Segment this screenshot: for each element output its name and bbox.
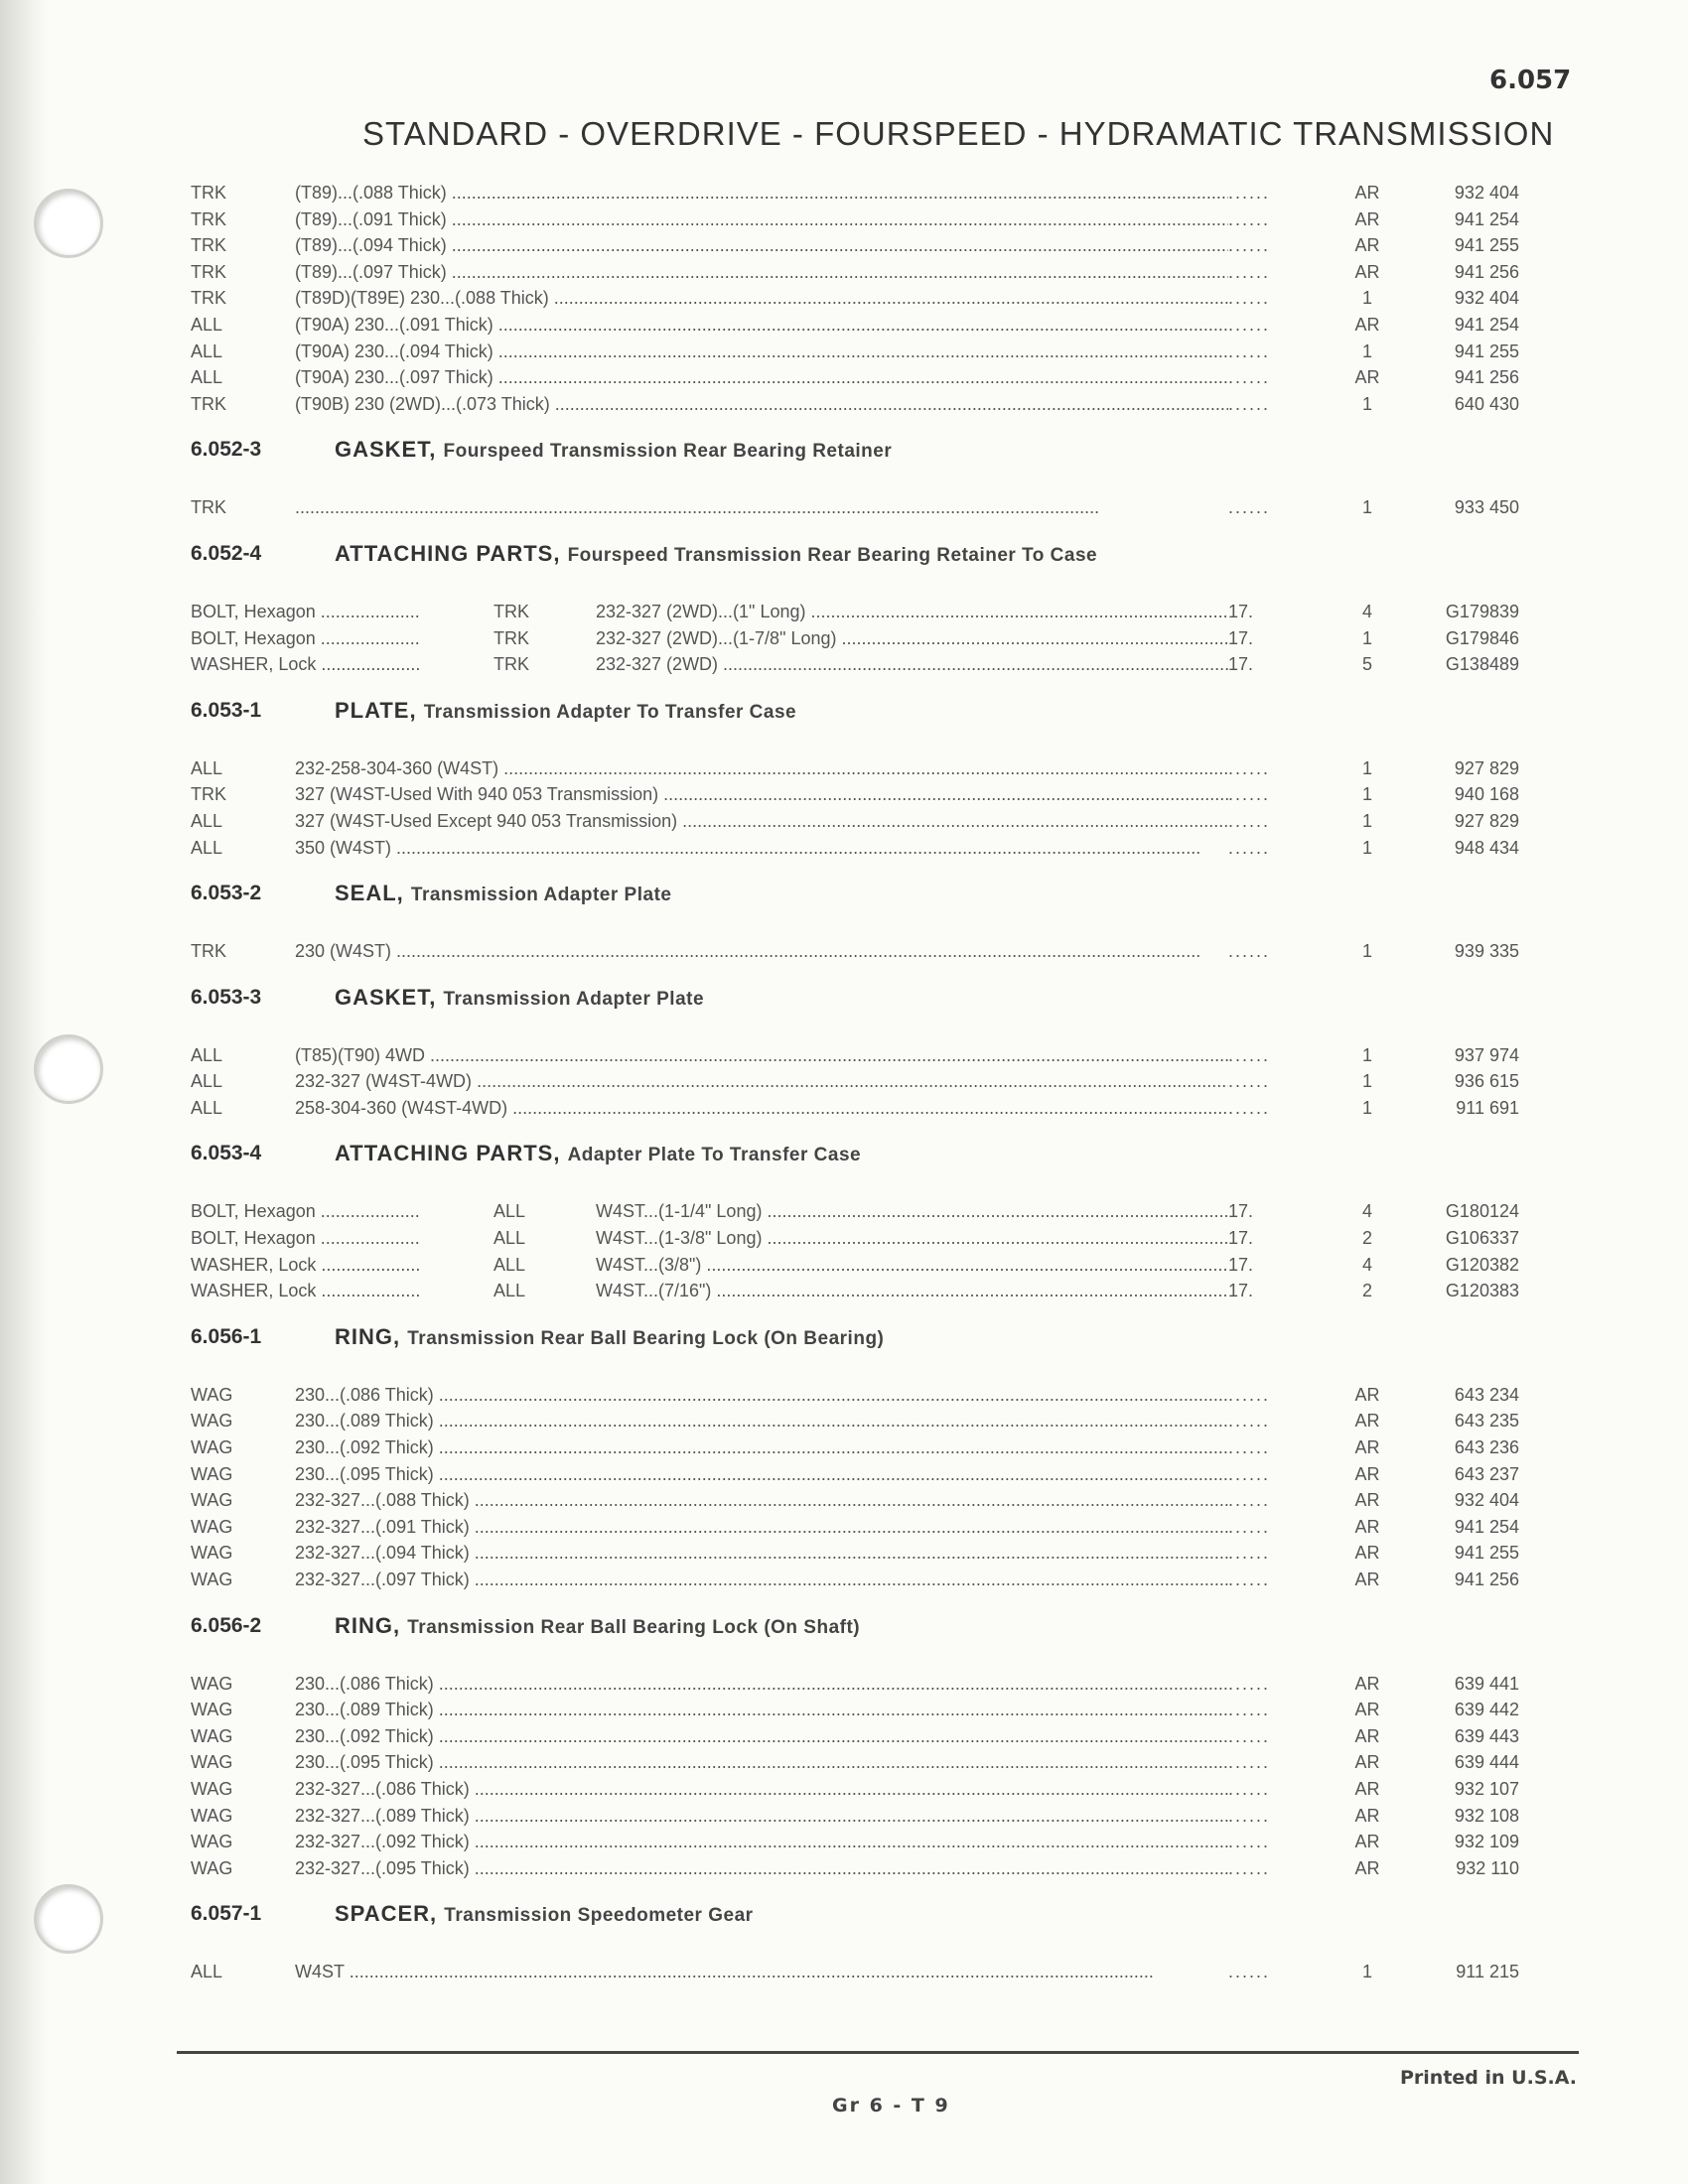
punch-hole [34,1884,103,1954]
attaching-part-number: G120383 [1445,1281,1519,1301]
attaching-part-quantity: 2 [1361,1228,1372,1249]
row-quantity: AR [1354,1673,1380,1694]
row-model: ALL [191,314,223,335]
section-number: 6.056-1 [191,1324,262,1348]
part-row [191,1541,1519,1568]
row-part-number: 932 110 [1456,1857,1519,1878]
section-part-name: SEAL, [335,881,404,906]
section-name [335,541,1097,567]
section-subtitle: Fourspeed Transmission Rear Bearing Retainer [443,441,893,463]
section-name [335,698,796,724]
row-description: (T90A) 230...(.094 Thick) ..... [295,341,1288,362]
section-heading [191,862,1511,925]
row-description: (T89)...(.088 Thick) ..... [295,183,1288,204]
attaching-part-row [191,1253,1519,1280]
footer-rule [177,2051,1579,2054]
row-model: WAG [191,1673,233,1694]
section-gap [191,1946,1511,1960]
row-quantity: AR [1354,314,1380,335]
row-quantity: AR [1354,183,1380,203]
row-description: 232-327...(.091 Thick) ..... [295,1517,1288,1538]
section-number: 6.052-4 [191,541,262,565]
section-heading [191,1122,1511,1185]
part-row [191,809,1519,836]
attaching-part-quantity: 5 [1361,654,1372,675]
part-row [191,1435,1519,1462]
row-model: WAG [191,1384,233,1405]
section-gap [191,1658,1511,1672]
section-gap [191,1029,1511,1043]
part-row [191,392,1519,419]
row-part-number: 937 974 [1454,1044,1519,1065]
attaching-part-group: 17. [1228,1201,1288,1222]
footer-code: Gr 6 - T 9 [832,2095,950,2116]
parts-list [191,181,1519,1986]
section-part-name: GASKET, [335,984,437,1010]
row-quantity: AR [1354,1725,1380,1746]
section-gap [191,1185,1511,1199]
row-quantity: 1 [1361,837,1372,858]
section-gap [191,743,1511,756]
row-description: 232-327...(.088 Thick) ..... [295,1490,1288,1511]
part-row [191,495,1519,522]
attaching-part-number: G179839 [1445,601,1519,621]
section-heading [191,1305,1511,1369]
row-model: WAG [191,1725,233,1746]
row-part-number: 940 168 [1454,784,1519,805]
binder-edge [0,0,48,2184]
row-description: (T90A) 230...(.091 Thick) ..... [295,315,1288,336]
row-model: WAG [191,1490,233,1511]
part-row [191,1568,1519,1594]
row-model: WAG [191,1570,233,1589]
part-row [191,340,1519,366]
row-part-number: 643 237 [1454,1463,1519,1484]
row-part-number: 932 108 [1454,1805,1519,1826]
section-part-name: ATTACHING PARTS, [335,1141,561,1166]
row-quantity: AR [1354,208,1380,229]
row-description: (T85)(T90) 4WD ..... [295,1045,1288,1066]
row-quantity: AR [1354,1543,1380,1564]
row-description: 232-258-304-360 (W4ST) ..... [295,758,1288,779]
row-description [295,497,1288,518]
row-quantity: 1 [1361,288,1372,309]
section-part-name: RING, [335,1323,401,1349]
attaching-part-name: WASHER, Lock ..... [191,1281,419,1301]
attaching-part-description: W4ST...(7/16") ..... [596,1281,1241,1301]
row-model: TRK [191,183,226,203]
row-quantity: AR [1354,1516,1380,1537]
row-description: 232-327...(.094 Thick) ..... [295,1543,1288,1564]
section-number: 6.056-2 [191,1613,262,1637]
section-heading [191,1594,1511,1658]
attaching-part-row [191,600,1519,626]
attaching-part-group: 17. [1228,602,1288,622]
row-quantity: 1 [1361,393,1372,414]
row-description: 232-327...(.095 Thick) ..... [295,1858,1288,1879]
row-part-number: 941 254 [1454,208,1519,229]
row-model: ALL [191,837,223,858]
row-description: 230...(.086 Thick) ..... [295,1385,1288,1406]
section-subtitle: Transmission Rear Ball Bearing Lock (On Bearing) [407,1327,885,1349]
row-model: WAG [191,1516,233,1537]
row-part-number: 932 404 [1454,1490,1519,1511]
row-description: W4ST ..... [295,1962,1288,1982]
row-description: 258-304-360 (W4ST-4WD) ..... [295,1098,1288,1119]
row-description: 232-327...(.089 Thick) ..... [295,1806,1288,1827]
row-quantity: AR [1354,1437,1380,1458]
attaching-part-quantity: 4 [1361,1254,1372,1275]
attaching-part-description: 232-327 (2WD)...(1" Long) ..... [596,602,1241,622]
attaching-part-name: WASHER, Lock ..... [191,654,419,675]
part-row [191,313,1519,340]
row-model: ALL [191,757,223,778]
part-row [191,1804,1519,1831]
attaching-part-row [191,1279,1519,1305]
section-number: 6.057-1 [191,1902,262,1926]
part-row [191,207,1519,234]
section-part-name: ATTACHING PARTS, [335,540,561,566]
row-model: ALL [191,810,223,831]
section-part-name: GASKET, [335,437,437,463]
section-heading [191,1882,1511,1946]
section-gap [191,481,1511,495]
row-quantity: 1 [1361,497,1372,518]
row-model: ALL [191,1044,223,1065]
part-row [191,756,1519,783]
row-description: 230 (W4ST) ..... [295,941,1288,962]
row-description: 230...(.092 Thick) ..... [295,1437,1288,1458]
attaching-part-quantity: 4 [1361,601,1372,621]
section-subtitle: Transmission Speedometer Gear [444,1905,754,1927]
section-number: 6.053-2 [191,882,262,905]
row-quantity: 1 [1361,810,1372,831]
row-model: ALL [191,1097,223,1118]
punch-hole [34,1034,103,1104]
row-model: WAG [191,1832,233,1852]
row-part-number: 941 254 [1454,314,1519,335]
section-name [335,437,892,463]
row-description: 230...(.089 Thick) ..... [295,1700,1288,1720]
row-model: TRK [191,393,226,414]
attaching-part-name: WASHER, Lock ..... [191,1255,419,1276]
row-part-number: 639 443 [1454,1725,1519,1746]
part-row [191,1672,1519,1699]
section-number: 6.053-3 [191,985,262,1009]
section-subtitle: Transmission Adapter Plate [410,885,672,906]
section-name [335,985,704,1011]
row-quantity: 1 [1361,784,1372,805]
part-row [191,1777,1519,1804]
section-subtitle: Transmission Rear Ball Bearing Lock (On Shaft) [407,1616,861,1638]
attaching-part-name: BOLT, Hexagon ..... [191,1228,419,1249]
attaching-part-quantity: 1 [1361,627,1372,648]
row-part-number: 911 215 [1456,1962,1519,1982]
row-model: TRK [191,784,226,805]
section-number: 6.052-3 [191,438,262,462]
row-model: ALL [191,1962,223,1982]
row-quantity: AR [1354,261,1380,282]
row-quantity: AR [1354,1832,1380,1852]
row-quantity: AR [1354,1805,1380,1826]
row-model: WAG [191,1463,233,1484]
row-part-number: 639 444 [1454,1752,1519,1773]
row-model: WAG [191,1543,233,1564]
row-description: 232-327...(.092 Thick) ..... [295,1832,1288,1852]
part-row [191,836,1519,863]
attaching-part-row [191,652,1519,679]
attaching-part-name: BOLT, Hexagon ..... [191,628,419,649]
attaching-part-quantity: 4 [1361,1201,1372,1222]
attaching-part-model: TRK [493,628,539,649]
section-heading [191,418,1511,481]
row-description: 230...(.086 Thick) ..... [295,1674,1288,1695]
attaching-part-number: G138489 [1445,654,1519,675]
attaching-part-name: BOLT, Hexagon ..... [191,602,419,622]
row-part-number: 936 615 [1454,1071,1519,1092]
row-description: (T89)...(.097 Thick) ..... [295,262,1288,283]
part-row [191,782,1519,809]
row-model: ALL [191,341,223,361]
section-subtitle: Transmission Adapter Plate [443,988,705,1010]
row-description: (T89D)(T89E) 230...(.088 Thick) ..... [295,288,1288,309]
row-quantity: AR [1354,1700,1380,1720]
section-gap [191,1369,1511,1383]
row-part-number: 948 434 [1454,837,1519,858]
row-description: 230...(.089 Thick) ..... [295,1411,1288,1432]
row-quantity: 1 [1361,341,1372,361]
row-description: 327 (W4ST-Used Except 940 053 Transmission) ..... [295,811,1288,832]
row-part-number: 941 256 [1454,261,1519,282]
row-quantity: AR [1354,1411,1380,1432]
row-part-number: 927 829 [1454,810,1519,831]
attaching-part-name: BOLT, Hexagon ..... [191,1201,419,1222]
part-row [191,1830,1519,1856]
row-model: WAG [191,1752,233,1773]
row-part-number: 941 256 [1454,1570,1519,1589]
attaching-part-group: 17. [1228,1281,1288,1301]
section-heading [191,522,1511,586]
row-model: WAG [191,1700,233,1720]
row-model: TRK [191,208,226,229]
row-quantity: AR [1354,235,1380,256]
part-row [191,1698,1519,1724]
section-gap [191,925,1511,939]
part-row [191,365,1519,392]
row-quantity: AR [1354,1857,1380,1878]
section-name [335,1141,861,1166]
page-number: 6.057 [1489,66,1572,95]
row-part-number: 932 107 [1454,1778,1519,1799]
row-part-number: 941 255 [1454,235,1519,256]
row-part-number: 643 235 [1454,1411,1519,1432]
row-quantity: 1 [1361,1044,1372,1065]
row-quantity: AR [1354,1463,1380,1484]
row-part-number: 927 829 [1454,757,1519,778]
section-subtitle: Fourspeed Transmission Rear Bearing Retainer To Case [567,544,1098,566]
row-description: 327 (W4ST-Used With 940 053 Transmission) ..... [295,784,1288,805]
section-heading [191,679,1511,743]
attaching-part-group: 17. [1228,1255,1288,1276]
row-part-number: 911 691 [1456,1097,1519,1118]
part-row [191,260,1519,287]
row-part-number: 639 441 [1454,1673,1519,1694]
part-row [191,1069,1519,1096]
row-quantity: 1 [1361,1962,1372,1982]
attaching-part-number: G180124 [1445,1201,1519,1222]
part-row [191,1462,1519,1489]
part-row [191,1750,1519,1777]
section-part-name: RING, [335,1612,401,1638]
attaching-part-model: ALL [493,1201,535,1222]
row-part-number: 941 255 [1454,341,1519,361]
row-quantity: 1 [1361,1097,1372,1118]
row-part-number: 941 255 [1454,1543,1519,1564]
part-row [191,939,1519,966]
part-row [191,1096,1519,1123]
row-model: TRK [191,235,226,256]
row-model: WAG [191,1411,233,1432]
attaching-part-quantity: 2 [1361,1281,1372,1301]
row-model: TRK [191,261,226,282]
attaching-part-description: W4ST...(3/8") ..... [596,1255,1241,1276]
part-row [191,1960,1519,1986]
row-part-number: 932 404 [1454,288,1519,309]
attaching-part-model: ALL [493,1228,535,1249]
row-description: 232-327...(.086 Thick) ..... [295,1779,1288,1800]
attaching-part-group: 17. [1228,1228,1288,1249]
row-quantity: AR [1354,1778,1380,1799]
section-name [335,881,671,906]
attaching-part-row [191,626,1519,653]
attaching-part-row [191,1226,1519,1253]
row-part-number: 639 442 [1454,1700,1519,1720]
attaching-part-number: G120382 [1445,1254,1519,1275]
part-row [191,233,1519,260]
row-model: ALL [191,367,223,388]
part-row [191,1383,1519,1410]
row-model: WAG [191,1437,233,1458]
attaching-part-model: ALL [493,1281,535,1301]
section-name [335,1324,884,1350]
page-title: STANDARD - OVERDRIVE - FOURSPEED - HYDRAMATIC TRANSMISSION [362,115,1555,152]
row-model: TRK [191,497,226,518]
attaching-part-model: TRK [493,654,539,675]
row-model: TRK [191,288,226,309]
section-name [335,1613,860,1639]
section-gap [191,586,1511,600]
row-quantity: 1 [1361,757,1372,778]
row-part-number: 640 430 [1454,393,1519,414]
row-model: TRK [191,941,226,962]
row-model: ALL [191,1071,223,1092]
attaching-part-number: G179846 [1445,627,1519,648]
attaching-part-number: G106337 [1445,1228,1519,1249]
section-number: 6.053-4 [191,1142,262,1165]
part-row [191,181,1519,207]
attaching-part-group: 17. [1228,628,1288,649]
row-model: WAG [191,1857,233,1878]
row-part-number: 932 109 [1454,1832,1519,1852]
row-description: 230...(.095 Thick) ..... [295,1752,1288,1773]
row-quantity: AR [1354,1490,1380,1511]
row-part-number: 933 450 [1454,497,1519,518]
row-description: 232-327 (W4ST-4WD) ..... [295,1071,1288,1092]
row-quantity: 1 [1361,941,1372,962]
part-row [191,1409,1519,1435]
row-description: 230...(.095 Thick) ..... [295,1464,1288,1485]
row-quantity: AR [1354,1570,1380,1589]
row-part-number: 941 254 [1454,1516,1519,1537]
row-part-number: 643 234 [1454,1384,1519,1405]
row-part-number: 939 335 [1454,941,1519,962]
part-row [191,1724,1519,1751]
attaching-part-description: 232-327 (2WD) ..... [596,654,1241,675]
row-part-number: 941 256 [1454,367,1519,388]
row-quantity: AR [1354,1384,1380,1405]
part-row [191,1856,1519,1883]
part-row [191,1515,1519,1542]
row-model: WAG [191,1778,233,1799]
attaching-part-group: 17. [1228,654,1288,675]
attaching-part-model: ALL [493,1255,535,1276]
section-part-name: PLATE, [335,697,417,723]
section-name [335,1901,754,1927]
footer-printed: Printed in U.S.A. [1400,2067,1577,2089]
row-description: (T89)...(.094 Thick) ..... [295,235,1288,256]
row-part-number: 932 404 [1454,183,1519,203]
row-quantity: AR [1354,1752,1380,1773]
row-quantity: AR [1354,367,1380,388]
attaching-part-row [191,1199,1519,1226]
punch-hole [34,189,103,258]
section-heading [191,966,1511,1029]
row-description: (T90A) 230...(.097 Thick) ..... [295,367,1288,388]
row-part-number: 643 236 [1454,1437,1519,1458]
row-description: (T89)...(.091 Thick) ..... [295,209,1288,230]
row-description: 230...(.092 Thick) ..... [295,1726,1288,1747]
section-part-name: SPACER, [335,1901,438,1927]
part-row [191,1043,1519,1070]
section-subtitle: Adapter Plate To Transfer Case [567,1145,862,1166]
section-number: 6.053-1 [191,698,262,722]
attaching-part-description: 232-327 (2WD)...(1-7/8" Long) ..... [596,628,1241,649]
row-model: WAG [191,1805,233,1826]
part-row [191,286,1519,313]
part-row [191,1488,1519,1515]
section-subtitle: Transmission Adapter To Transfer Case [423,701,797,723]
row-description: 232-327...(.097 Thick) ..... [295,1570,1288,1590]
row-description: (T90B) 230 (2WD)...(.073 Thick) ..... [295,394,1288,415]
attaching-part-description: W4ST...(1-3/8" Long) ..... [596,1228,1241,1249]
row-description: 350 (W4ST) ..... [295,838,1288,859]
attaching-part-model: TRK [493,602,539,622]
attaching-part-description: W4ST...(1-1/4" Long) ..... [596,1201,1241,1222]
row-quantity: 1 [1361,1071,1372,1092]
